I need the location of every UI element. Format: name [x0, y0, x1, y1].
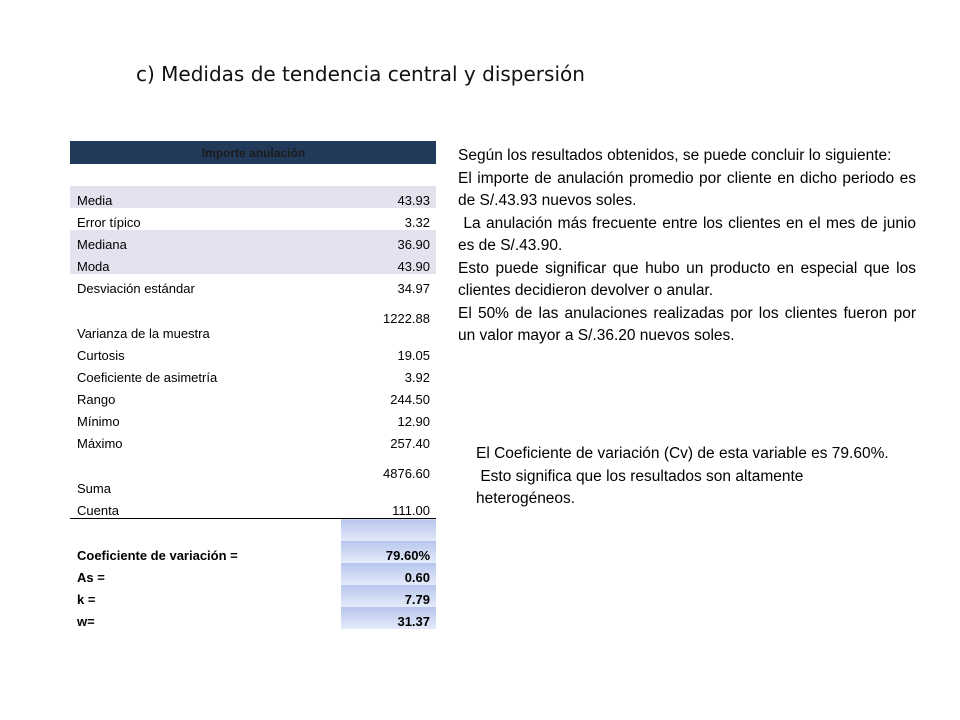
- cv-note-line: Esto significa que los resultados son altamente heterogéneos.: [476, 467, 808, 507]
- summary-label-cv: Coeficiente de variación =: [77, 548, 238, 563]
- row-value-suma: 4876.60: [383, 466, 431, 481]
- conclusion-line: El importe de anulación promedio por cliente en dicho periodo es de S/.43.93 nuevos soles.: [458, 169, 916, 209]
- row-label-moda: Moda: [70, 252, 341, 274]
- summary-value-cv: 79.60%: [341, 541, 436, 563]
- table-row: [70, 341, 436, 363]
- summary-value-w: 31.37: [341, 607, 436, 629]
- table-row: [70, 230, 436, 252]
- cv-note: [476, 443, 906, 511]
- row-value-minimo: 12.90: [397, 414, 431, 429]
- row-label-media: Media: [70, 186, 341, 208]
- row-value-varianza: 1222.88: [383, 311, 431, 326]
- row-value-desviacion: 34.97: [397, 281, 431, 296]
- summary-label-w: w=: [77, 614, 95, 629]
- row-label-minimo: Mínimo: [77, 414, 120, 429]
- table-row: [70, 407, 436, 429]
- row-value-asimetria: 3.92: [404, 370, 431, 385]
- row-label-rango: Rango: [77, 392, 116, 407]
- row-value-mediana: 36.90: [341, 230, 436, 252]
- row-value-maximo: 257.40: [390, 436, 431, 451]
- row-label-mediana: Mediana: [70, 230, 341, 252]
- table-row: [70, 363, 436, 385]
- table-row: [70, 429, 436, 451]
- row-label-varianza: Varianza de la muestra: [77, 326, 210, 341]
- table-row: [70, 252, 436, 274]
- row-value-media: 43.93: [341, 186, 436, 208]
- conclusion-line: El 50% de las anulaciones realizadas por los clientes fueron por un valor mayor a S/.36.20 nuevos soles.: [458, 304, 916, 344]
- summary-label-k: k =: [77, 592, 96, 607]
- table-row: [70, 451, 436, 496]
- table-header-row: [70, 141, 436, 164]
- row-label-curtosis: Curtosis: [77, 348, 125, 363]
- table-row: [70, 496, 436, 519]
- slide-title: c) Medidas de tendencia central y dispersión: [136, 62, 585, 86]
- row-value-moda: 43.90: [341, 252, 436, 274]
- row-value-cuenta: 111.00: [341, 496, 436, 519]
- conclusion-line: La anulación más frecuente entre los clientes en el mes de junio es de S/.43.90.: [458, 214, 921, 254]
- row-label-error-tipico: Error típico: [77, 215, 141, 230]
- conclusion-text: [458, 145, 921, 348]
- row-value-error-tipico: 3.32: [404, 215, 431, 230]
- descriptive-stats-table: [70, 141, 436, 629]
- row-label-cuenta: Cuenta: [70, 496, 341, 519]
- table-row: [70, 296, 436, 341]
- summary-value-as: 0.60: [341, 563, 436, 585]
- conclusion-line: Esto puede significar que hubo un producto en especial que los clientes decidieron devolver o anular.: [458, 259, 916, 299]
- summary-row: [70, 563, 436, 585]
- table-header: Importe anulación: [70, 141, 436, 164]
- row-value-curtosis: 19.05: [397, 348, 431, 363]
- row-label-suma: Suma: [77, 481, 111, 496]
- row-label-maximo: Máximo: [77, 436, 123, 451]
- table-row: [70, 208, 436, 230]
- row-label-asimetria: Coeficiente de asimetría: [77, 370, 218, 385]
- row-value-rango: 244.50: [390, 392, 431, 407]
- summary-row: [70, 541, 436, 563]
- summary-value-k: 7.79: [341, 585, 436, 607]
- table-row: [70, 274, 436, 296]
- conclusion-line: Según los resultados obtenidos, se puede concluir lo siguiente:: [458, 147, 892, 164]
- summary-row: [70, 607, 436, 629]
- table-row: [70, 186, 436, 208]
- cv-note-line: El Coeficiente de variación (Cv) de esta variable es 79.60%.: [476, 445, 889, 462]
- row-label-desviacion: Desviación estándar: [77, 281, 195, 296]
- table-row: [70, 385, 436, 407]
- summary-label-as: As =: [77, 570, 105, 585]
- summary-row: [70, 585, 436, 607]
